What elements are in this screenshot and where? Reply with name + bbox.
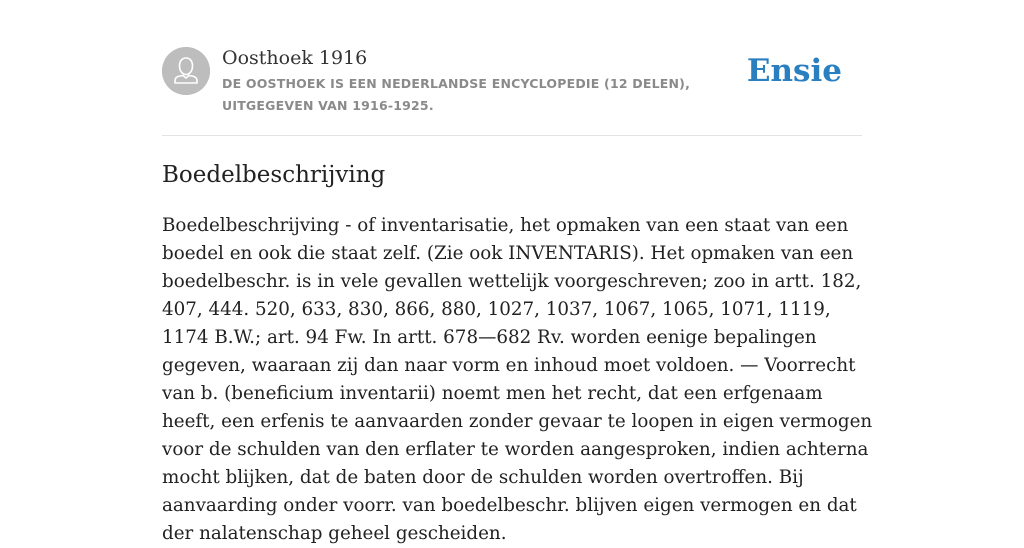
header-divider xyxy=(162,135,862,136)
article-title: Boedelbeschrijving xyxy=(162,162,386,188)
author-description: DE OOSTHOEK IS EEN NEDERLANDSE ENCYCLOPEDIE (12 DELEN), UITGEGEVEN VAN 1916-1925. xyxy=(222,76,691,113)
article-body: Boedelbeschrijving - of inventarisatie, het opmaken van een staat van een boedel en ook die staat zelf. (Zie ook INVENTARIS). Het opmaken van een boedelbeschr. is in vele gevallen wettelijk voorgeschreven; zoo in artt. 182, 407, 444. 520, 633, 830, 866, 880, 1027, 1037, 1067, 1065, 1071, 1119, 1174 B.W.; art. 94 Fw. In artt. 678—682 Rv. worden eenige bepalingen gegeven, waaraan zij dan naar vorm en inhoud moet voldoen. — Voorrecht van b. (beneficium inventarii) noemt men het recht, dat een erfgenaam heeft, een erfenis te aanvaarden zonder gevaar te loopen in eigen vermogen voor de schulden van den erflater te worden aangesproken, indien achterna mocht blijken, dat de baten door de schulden worden overtroffen. Bij aanvaarding onder voorr. van boedelbeschr. blijven eigen vermogen en dat der nalatenschap geheel gescheiden. xyxy=(162,215,873,544)
author-avatar[interactable] xyxy=(162,47,210,95)
ensie-logo[interactable]: Ensie xyxy=(746,53,842,89)
author-name[interactable]: Oosthoek 1916 xyxy=(222,47,368,69)
user-silhouette-icon xyxy=(162,47,210,95)
author-header xyxy=(162,46,862,116)
